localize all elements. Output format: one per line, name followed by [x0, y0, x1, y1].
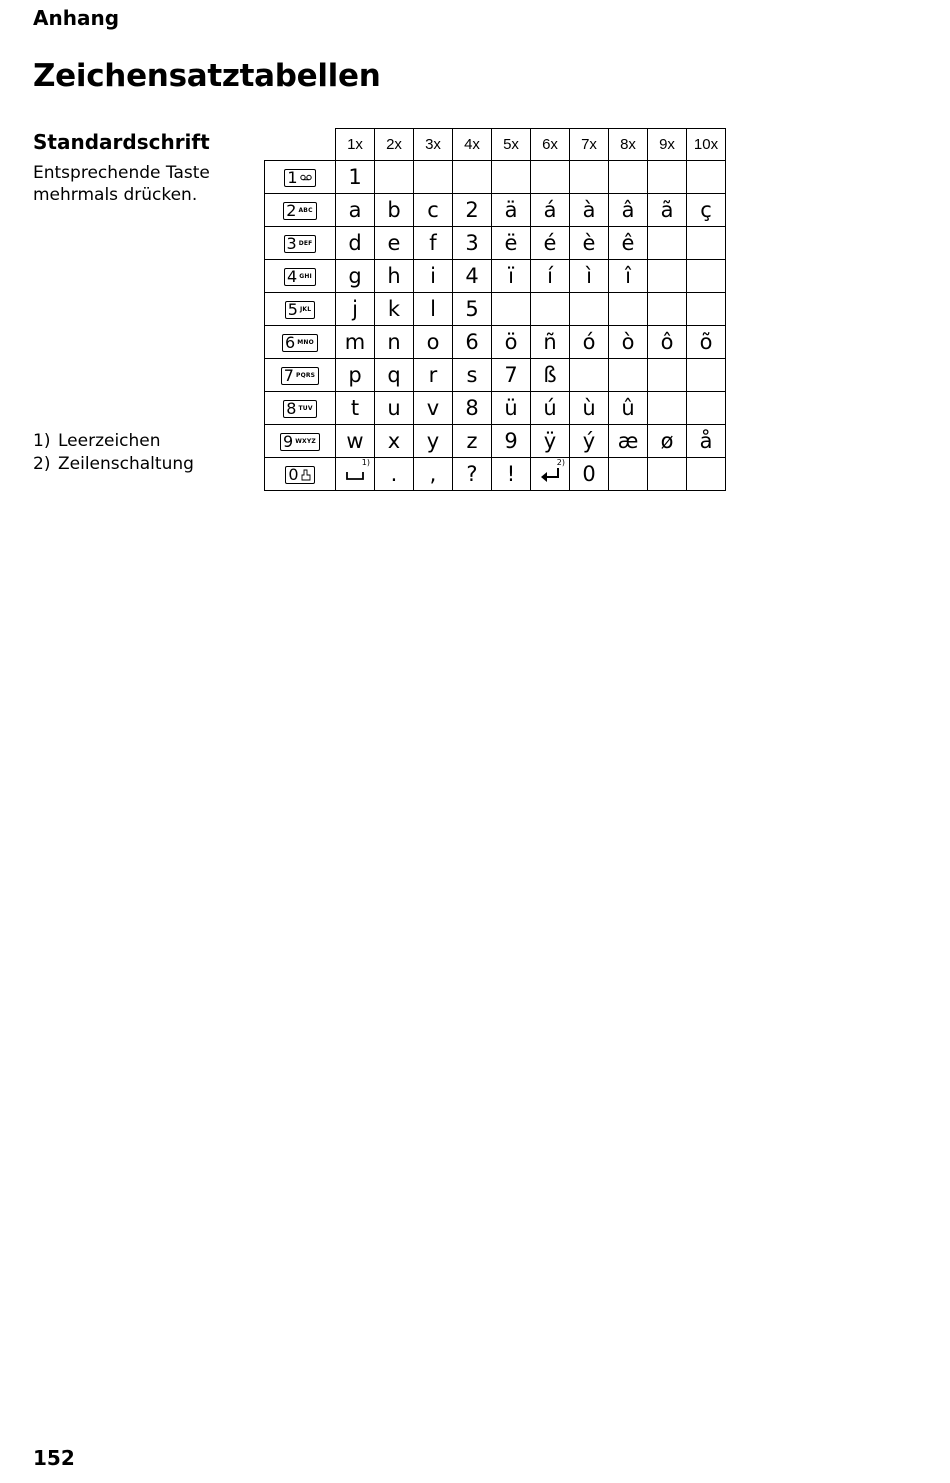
- table-row: [265, 161, 726, 194]
- char-cell: à: [570, 194, 609, 227]
- char-cell: [336, 458, 375, 491]
- column-header: 6x: [531, 129, 570, 161]
- key-cell: [265, 359, 336, 392]
- table-row: [265, 359, 726, 392]
- char-cell: [570, 293, 609, 326]
- char-cell: f: [414, 227, 453, 260]
- char-cell: 6: [453, 326, 492, 359]
- table-body: [265, 161, 726, 491]
- char-cell: á: [531, 194, 570, 227]
- key-letters: DEF: [298, 240, 313, 247]
- char-cell: å: [687, 425, 726, 458]
- char-cell: h: [375, 260, 414, 293]
- phone-key-7-icon: [281, 367, 319, 385]
- char-cell: l: [414, 293, 453, 326]
- key-cell: [265, 161, 336, 194]
- char-cell: õ: [687, 326, 726, 359]
- table-row: [265, 227, 726, 260]
- column-header: 5x: [492, 129, 531, 161]
- key-digit: 2: [286, 200, 297, 220]
- char-cell: ó: [570, 326, 609, 359]
- char-cell: æ: [609, 425, 648, 458]
- char-cell: e: [375, 227, 414, 260]
- table-row: [265, 458, 726, 491]
- key-cell: [265, 293, 336, 326]
- char-cell: [648, 392, 687, 425]
- char-cell: ù: [570, 392, 609, 425]
- char-cell: s: [453, 359, 492, 392]
- char-cell: 3: [453, 227, 492, 260]
- char-cell: u: [375, 392, 414, 425]
- char-cell: 2: [453, 194, 492, 227]
- column-header: 10x: [687, 129, 726, 161]
- key-cell: [265, 326, 336, 359]
- key-letters: ABC: [298, 207, 313, 214]
- char-cell: !: [492, 458, 531, 491]
- char-cell: [687, 293, 726, 326]
- char-cell: [414, 161, 453, 194]
- key-letters: MNO: [297, 339, 314, 346]
- char-cell: [375, 161, 414, 194]
- char-cell: g: [336, 260, 375, 293]
- key-cell: [265, 458, 336, 491]
- char-cell: [687, 458, 726, 491]
- space-key-icon: [301, 469, 311, 481]
- char-cell: î: [609, 260, 648, 293]
- footnote-text: Zeilenschaltung: [58, 454, 194, 474]
- table-row: [265, 194, 726, 227]
- char-cell: ë: [492, 227, 531, 260]
- char-cell: 5: [453, 293, 492, 326]
- key-cell: [265, 425, 336, 458]
- char-cell: ã: [648, 194, 687, 227]
- char-cell: [687, 392, 726, 425]
- char-cell: [570, 161, 609, 194]
- footnote-number: 1): [33, 431, 51, 451]
- char-cell: ñ: [531, 326, 570, 359]
- char-cell: .: [375, 458, 414, 491]
- char-cell: p: [336, 359, 375, 392]
- key-letters: JKL: [299, 306, 312, 313]
- char-cell: ú: [531, 392, 570, 425]
- char-cell: 7: [492, 359, 531, 392]
- char-cell: a: [336, 194, 375, 227]
- charset-table: [264, 128, 726, 491]
- key-cell: [265, 392, 336, 425]
- key-letters: TUV: [298, 405, 313, 412]
- char-cell: [531, 458, 570, 491]
- key-digit: 8: [286, 398, 297, 418]
- footnote-text: Leerzeichen: [58, 431, 161, 451]
- table-row: [265, 260, 726, 293]
- char-cell: 8: [453, 392, 492, 425]
- phone-key-4-icon: [284, 268, 316, 286]
- key-digit: 3: [286, 233, 297, 253]
- char-cell: y: [414, 425, 453, 458]
- char-cell: [687, 359, 726, 392]
- char-cell: ç: [687, 194, 726, 227]
- key-digit: 0: [288, 464, 299, 484]
- char-cell: [687, 227, 726, 260]
- char-cell: [453, 161, 492, 194]
- char-cell: c: [414, 194, 453, 227]
- char-cell: ò: [609, 326, 648, 359]
- instruction-text: Entsprechende Taste mehrmals drücken.: [33, 163, 210, 205]
- page-title: Zeichensatztabellen: [33, 58, 381, 94]
- char-cell: [609, 161, 648, 194]
- key-digit: 9: [283, 431, 294, 451]
- char-cell: â: [609, 194, 648, 227]
- key-letters: WXYZ: [295, 438, 316, 445]
- phone-key-1-icon: [284, 169, 315, 187]
- char-cell: [531, 161, 570, 194]
- char-cell: ?: [453, 458, 492, 491]
- column-header: 2x: [375, 129, 414, 161]
- char-cell: ö: [492, 326, 531, 359]
- voicemail-icon: [300, 174, 312, 181]
- phone-key-8-icon: [283, 400, 316, 418]
- char-cell: ý: [570, 425, 609, 458]
- char-cell: z: [453, 425, 492, 458]
- char-cell: r: [414, 359, 453, 392]
- char-cell: w: [336, 425, 375, 458]
- page-number: 152: [33, 1446, 75, 1470]
- char-cell: í: [531, 260, 570, 293]
- char-cell: [687, 161, 726, 194]
- char-cell: j: [336, 293, 375, 326]
- key-cell: [265, 227, 336, 260]
- char-cell: [648, 161, 687, 194]
- table-row: [265, 293, 726, 326]
- key-cell: [265, 260, 336, 293]
- char-cell: 9: [492, 425, 531, 458]
- char-cell: m: [336, 326, 375, 359]
- char-cell: ô: [648, 326, 687, 359]
- footnote-marker: 2): [556, 458, 565, 467]
- phone-key-6-icon: [282, 334, 318, 352]
- char-cell: [531, 293, 570, 326]
- char-cell: [609, 458, 648, 491]
- char-cell: n: [375, 326, 414, 359]
- footnote-list: [33, 430, 194, 476]
- phone-key-3-icon: [284, 235, 317, 253]
- char-cell: x: [375, 425, 414, 458]
- column-header: 9x: [648, 129, 687, 161]
- char-cell: [648, 260, 687, 293]
- char-cell: ß: [531, 359, 570, 392]
- table-row: [265, 392, 726, 425]
- column-header: 8x: [609, 129, 648, 161]
- char-cell: é: [531, 227, 570, 260]
- char-cell: o: [414, 326, 453, 359]
- footnote-item: [33, 430, 194, 453]
- column-header: 4x: [453, 129, 492, 161]
- char-cell: 0: [570, 458, 609, 491]
- table-corner: [265, 129, 336, 161]
- key-digit: 7: [283, 365, 294, 385]
- char-cell: ø: [648, 425, 687, 458]
- char-cell: [609, 359, 648, 392]
- char-cell: ä: [492, 194, 531, 227]
- char-cell: t: [336, 392, 375, 425]
- column-header: 3x: [414, 129, 453, 161]
- char-cell: [609, 293, 648, 326]
- char-cell: û: [609, 392, 648, 425]
- phone-key-9-icon: [280, 433, 320, 451]
- key-letters: GHI: [299, 273, 312, 280]
- table-row: [265, 326, 726, 359]
- char-cell: [570, 359, 609, 392]
- char-cell: k: [375, 293, 414, 326]
- phone-key-2-icon: [283, 202, 316, 220]
- key-digit: 5: [287, 299, 298, 319]
- standard-heading: Standardschrift: [33, 130, 210, 154]
- key-digit: 4: [287, 266, 298, 286]
- char-cell: v: [414, 392, 453, 425]
- footnote-number: 2): [33, 454, 51, 474]
- char-cell: [648, 227, 687, 260]
- char-cell: è: [570, 227, 609, 260]
- char-cell: ì: [570, 260, 609, 293]
- char-cell: i: [414, 260, 453, 293]
- key-digit: 1: [287, 167, 298, 187]
- footnote-marker: 1): [361, 458, 370, 467]
- char-cell: ê: [609, 227, 648, 260]
- char-cell: [648, 293, 687, 326]
- char-cell: ÿ: [531, 425, 570, 458]
- char-cell: ,: [414, 458, 453, 491]
- table-row: [265, 425, 726, 458]
- char-cell: [648, 458, 687, 491]
- char-cell: ü: [492, 392, 531, 425]
- char-cell: 1: [336, 161, 375, 194]
- key-digit: 6: [285, 332, 296, 352]
- char-cell: d: [336, 227, 375, 260]
- table-header-row: [265, 129, 726, 161]
- column-header: 1x: [336, 129, 375, 161]
- char-cell: [492, 161, 531, 194]
- char-cell: [492, 293, 531, 326]
- section-header: Anhang: [33, 6, 120, 30]
- char-cell: 4: [453, 260, 492, 293]
- phone-key-0-icon: [285, 466, 314, 484]
- key-letters: PQRS: [295, 372, 316, 379]
- char-cell: [687, 260, 726, 293]
- footnote-item: [33, 453, 194, 476]
- char-cell: [648, 359, 687, 392]
- column-header: 7x: [570, 129, 609, 161]
- char-cell: b: [375, 194, 414, 227]
- char-cell: q: [375, 359, 414, 392]
- phone-key-5-icon: [285, 301, 316, 319]
- key-cell: [265, 194, 336, 227]
- char-cell: ï: [492, 260, 531, 293]
